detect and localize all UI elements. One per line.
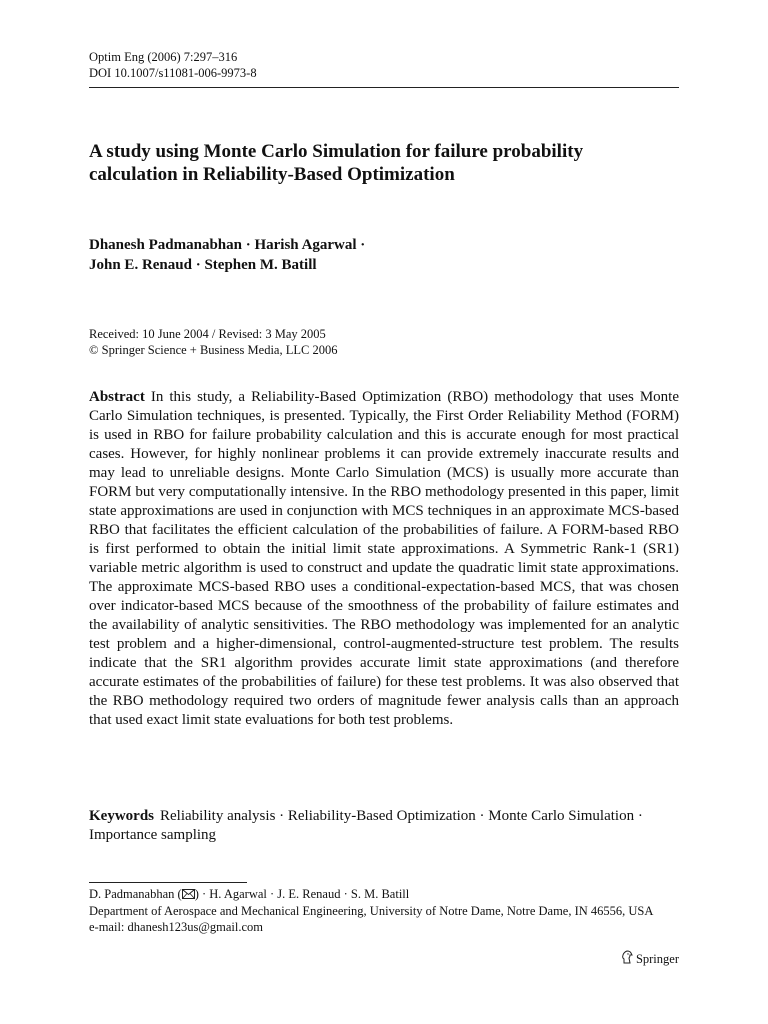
journal-header [89,49,257,81]
footnote-rule [89,882,247,883]
springer-knight-icon [621,950,633,968]
journal-citation: Optim Eng (2006) 7:297–316 [89,50,238,64]
doi: DOI 10.1007/s11081-006-9973-8 [89,66,257,80]
footnote-authors-prefix: D. Padmanabhan ( [89,887,182,901]
authors-line-1: Dhanesh Padmanabhan · Harish Agarwal · [89,237,366,253]
keywords-section [89,807,679,845]
footnote-email: e-mail: dhanesh123us@gmail.com [89,920,263,934]
author-footnote [89,886,679,935]
received-date: Received: 10 June 2004 / Revised: 3 May 2005 [89,327,326,341]
header-rule [89,87,679,88]
paper-title: A study using Monte Carlo Simulation for failure probability calculation in Reliability-Based Optimization [89,141,584,185]
abstract-section [89,388,679,730]
abstract-text: In this study, a Reliability-Based Optimization (RBO) methodology that uses Monte Carlo Simulation techniques, is presented. Typically, the First Order Reliability Method (FORM) is used in RBO for failure probability calculation and this is accurate enough for most practical cases. However, for highly nonlinear problems it can provide extremely inaccurate results and may lead to unreliable designs. Monte Carlo Simulation (MCS) is usually more accurate than FORM but very computationally intensive. In the RBO methodology presented in this paper, limit state approximations are used in conjunction with MCS techniques in an approximate MCS-based RBO that facilitates the efficient calculation of the probabilities of failure. A FORM-based RBO is first performed to obtain the initial limit state approximations. A Symmetric Rank-1 (SR1) variable metric algorithm is used to construct and update the quadratic limit state approximations. The approximate MCS-based RBO uses a conditional-expectation-based MCS, that was chosen over indicator-based MCS because of the smoothness of the probability of failure estimates and the availability of analytic sensitivities. The RBO methodology was implemented for an analytic test problem and a higher-dimensional, control-augmented-structure test problem. The results indicate that the SR1 algorithm provides accurate limit state approximations (and therefore accurate estimates of the probabilities of failure) for these test problems. It was also observed that the RBO methodology required two orders of magnitude fewer analysis calls than an approach that used exact limit state evaluations for both test problems. [89,389,679,728]
publisher-mark [621,950,679,968]
author-list [89,235,365,275]
keywords-label: Keywords [89,808,154,824]
publisher-name: Springer [635,951,679,966]
copyright-line: © Springer Science + Business Media, LLC 2006 [89,343,338,357]
footnote-authors [89,886,679,903]
footnote-authors-suffix: ) · H. Agarwal · J. E. Renaud · S. M. Batill [194,887,410,901]
keywords-text: Reliability analysis · Reliability-Based Optimization · Monte Carlo Simulation · Importance sampling [89,808,643,843]
abstract-label: Abstract [89,389,145,405]
footnote-affiliation: Department of Aerospace and Mechanical Engineering, University of Notre Dame, Notre Dame, IN 46556, USA [89,904,654,918]
publication-dates [89,326,337,358]
envelope-icon [182,887,195,903]
authors-line-2: John E. Renaud · Stephen M. Batill [89,257,317,273]
